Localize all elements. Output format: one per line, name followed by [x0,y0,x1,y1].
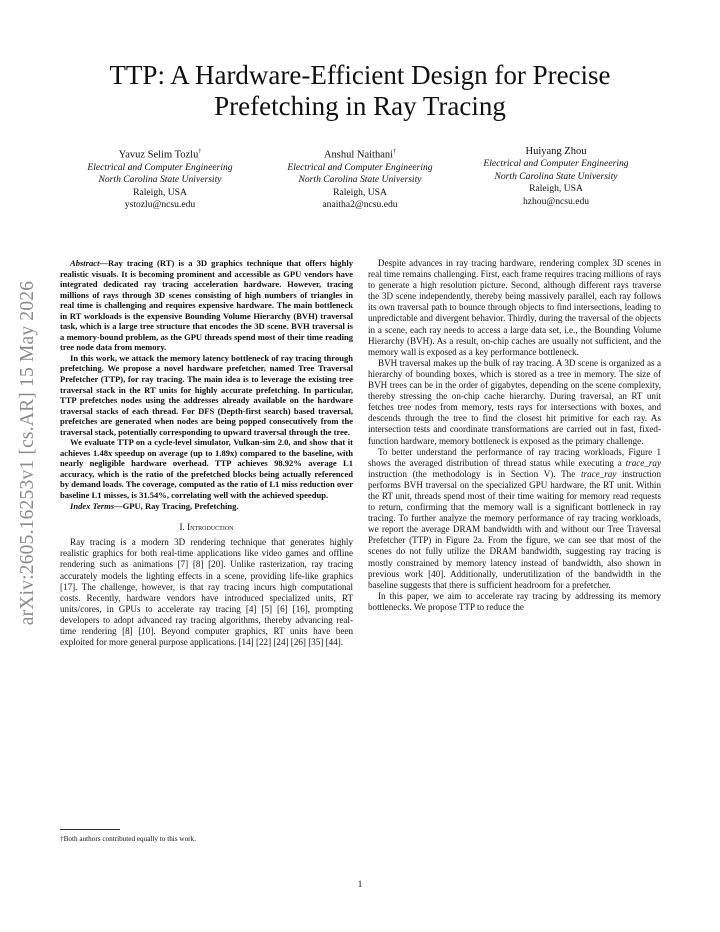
author-name: Anshul Naithani [323,149,394,161]
body-paragraph-1: Despite advances in ray tracing hardware, rendering complex 3D scenes in real time remains challenging. First, each frame requires tracing millions of rays to generate a high resolution picture. Second, although different rays traverse the 3D scene independently, thereby being massively parallel, each ray follows its own traversal path to bounce through objects to find intersections, leading to unpredictable and divergent behavior. Thirdly, during the traversal of the objects in a scene, each ray needs to access a large data set, i.e., the Bounding Volume Hierarchy (BVH). As a result, on-chip caches are usually not sufficient, and the memory wall is exposed as a key performance bottleneck. [368,258,661,357]
index-terms: GPU, Ray Tracing, Prefetching. [122,500,239,511]
author-email: ystozlu@ncsu.edu [124,199,196,211]
author-name: Huiyang Zhou [525,146,587,157]
arxiv-identifier-stamp [8,258,48,648]
text-run: instruction performs BVH traversal on the specialized GPU hardware, the RT unit. Within the RT unit, threads spend most of their time waiting for memory read requests to return, confirming that the memory wall is a significant bottleneck in ray tracing. To further analyze the memory performance of ray tracing workloads, we report the average DRAM bandwidth with and without our Tree Traversal Prefetcher (TTP) in Figure 2a. From the figure, we can see that most of the scenes do not fully utilize the DRAM bandwidth, suggesting ray tracing is mostly constrained by memory latency instead of bandwidth, also shown in previous work [40]. Additionally, underutilization of the bandwidth in the baseline suggests that there is sufficient headroom for a prefetcher. [368,468,662,590]
body-paragraph-3 [368,447,661,591]
footnote-rule [60,829,120,830]
author-block-2 [260,146,460,212]
equal-contribution-mark: † [198,149,202,155]
abstract-paragraph-2: In this work, we attack the memory latency bottleneck of ray tracing through prefetching. We propose a novel hardware prefetcher, named Tree Traversal Prefetcher (TTP), for ray tracing. The main idea is to leverage the existing tree traversal stack in the RT units for highly accurate prefetching. In particular, TTP prefetches nodes using the addresses already available on the hardware traversal stacks of each thread. For DFS (Depth-first search) based traversal, prefetches are generated when nodes are being popped consecutively from the traversal stack, potentially corresponding to upward traversal through the tree. [60,352,353,437]
intro-paragraph-1: Ray tracing is a modern 3D rendering technique that generates highly realistic graphics for both real-time applications like video games and offline rendering such as animations [7] [8] [20]. Unlike rasterization, ray tracing accurately models the lighting effects in a scene, providing life-like graphics [17]. The challenge, however, is that ray tracing incurs high computational costs. Recently, hardware vendors have introduced specialized units, RT units/cores, in GPUs to accelerate ray tracing [4] [5] [6] [16], prompting developers to adopt advanced ray tracing algorithms, thereby advancing real-time rendering [8] [10]. Beyond computer graphics, RT units have been exploited for more general purpose applications. [14] [22] [24] [26] [35] [44]. [60,537,353,648]
author-name: Yavuz Selim Tozlu [118,149,199,161]
author-university: North Carolina State University [298,174,422,186]
body-paragraph-2: BVH traversal makes up the bulk of ray tracing. A 3D scene is organized as a hierarchy of bounding boxes, which is stored as a tree in memory. The size of BVH trees can be in the order of gigabytes, depending on the scene complexity, thereby stressing the on-chip cache hierarchy. During traversal, an RT unit fetches tree nodes from memory, tests rays for intersections with boxes, and descends through the tree to find the closest hit primitive for each ray. As intersection tests and coordinate transformations are carried out in fast, fixed-function hardware, memory bottleneck is exposed as the primary challenge. [368,357,661,446]
text-run: To better understand the performance of ray tracing workloads, Figure 1 shows the averaged distribution of thread status while executing a [368,446,661,468]
page-number: 1 [357,880,363,890]
section-heading-introduction: I. Introduction [179,522,234,533]
abstract-paragraph-3: We evaluate TTP on a cycle-level simulator, Vulkan-sim 2.0, and show that it achieves 1.48x speedup on average (up to 1.89x) compared to the baseline, with nearly negligible hardware overhead. TTP achieves 98.92% average L1 accuracy, which is the ratio of the prefetched blocks being actually referenced by demand loads. The coverage, computed as the ratio of L1 miss reduction over baseline L1 misses, is 31.54%, correlating well with the achieved speedup. [60,437,353,501]
author-department: Electrical and Computer Engineering [287,161,433,173]
abstract-label: Abstract [70,258,100,268]
equal-contribution-mark: † [393,149,397,155]
arxiv-stamp-text: arXiv:2605.16253v1 [cs.AR] 15 May 2026 [17,280,38,626]
abstract-paragraph-1: Ray tracing (RT) is a 3D graphics technique that offers highly realistic visuals. It is becoming prominent and accessible as GPU vendors have integrated dedicated ray tracing acceleration hardware. However, tracing millions of rays through 3D scenes consisting of high numbers of triangles in real time is challenging and requires expensive hardware. The main bottleneck in RT workloads is the expensive Bounding Volume Hierarchy (BVH) traversal task, which is a large tree structure that encodes the 3D scene. BVH traversal is a memory-bound problem, as the GPU threads spend most of their time reading tree node data from memory. [60,258,353,353]
abstract: Abstract—Ray tracing (RT) is a 3D graphics technique that offers highly realistic visuals. It is becoming prominent and accessible as GPU vendors have integrated dedicated ray tracing acceleration hardware. However, tracing millions of rays through 3D scenes consisting of high numbers of triangles in real time is challenging and requires expensive hardware. The main bottleneck in RT workloads is the expensive Bounding Volume Hierarchy (BVH) traversal task, which is a large tree structure that encodes the 3D scene. BVH traversal is a memory-bound problem, as the GPU threads spend most of their time reading tree node data from memory. In this work, we attack the memory latency bottleneck of ray tracing through prefetching. We propose a novel hardware prefetcher, named Tree Traversal Prefetcher (TTP), for ray tracing. The main idea is to leverage the existing tree traversal stack in the RT units for highly accurate prefetching. In particular, TTP prefetches nodes using the addresses already available on the hardware traversal stacks of each thread. For DFS (Depth-first search) based traversal, prefetches are generated when nodes are being popped consecutively from the traversal stack, potentially corresponding to upward traversal through the tree. We evaluate TTP on a cycle-level simulator, Vulkan-sim 2.0, and show that it achieves 1.48x speedup on average (up to 1.89x) compared to the baseline, with nearly negligible hardware overhead. TTP achieves 98.92% average L1 accuracy, which is the ratio of the prefetched blocks being actually referenced by demand loads. The coverage, computed as the ratio of L1 miss reduction over baseline L1 misses, is 31.54%, correlating well with the achieved speedup. Index Terms—GPU, Ray Tracing, Prefetching. [60,258,353,511]
author-department: Electrical and Computer Engineering [483,158,629,170]
code-term: trace_ray [581,468,617,479]
left-column [60,258,353,648]
code-term: trace_ray [625,457,661,468]
body-paragraph-4: In this paper, we aim to accelerate ray tracing by addressing its memory bottlenecks. We propose TTP to reduce the [368,590,661,612]
author-university: North Carolina State University [494,170,618,182]
paper-title [60,60,660,122]
author-location: Raleigh, USA [133,186,187,198]
right-column [368,258,661,613]
title-line-2: Prefetching in Ray Tracing [214,91,506,121]
index-terms-label: Index Terms [70,500,115,511]
author-block-1 [60,146,260,212]
author-department: Electrical and Computer Engineering [87,161,233,173]
author-university: North Carolina State University [98,174,222,186]
footnote: †Both authors contributed equally to this work. [60,835,196,843]
title-line-1: TTP: A Hardware-Efficient Design for Precise [109,60,611,90]
author-location: Raleigh, USA [529,183,583,195]
author-email: anaitha2@ncsu.edu [322,199,398,211]
author-email: hzhou@ncsu.edu [522,195,590,207]
author-block-3 [456,146,656,208]
author-location: Raleigh, USA [333,186,387,198]
text-run: instruction (the methodology is in Section V). The [368,468,582,479]
